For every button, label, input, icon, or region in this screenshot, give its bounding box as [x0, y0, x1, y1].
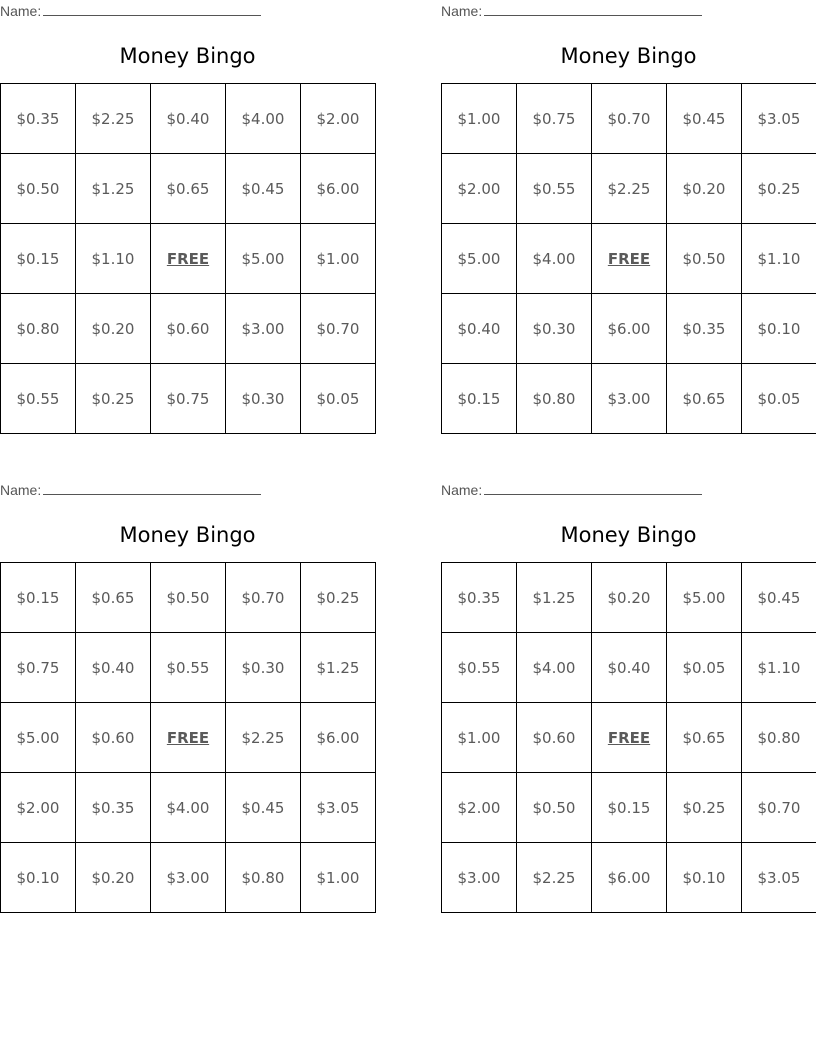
bingo-cell: $0.75 [151, 364, 226, 434]
bingo-cell: $0.55 [151, 633, 226, 703]
bingo-cell: $2.00 [442, 773, 517, 843]
grid-row [442, 843, 816, 913]
bingo-cell: $3.00 [442, 843, 517, 913]
bingo-cell: $1.00 [301, 224, 376, 294]
bingo-cell: $0.70 [592, 84, 667, 154]
bingo-cell: $0.30 [517, 294, 592, 364]
bingo-cell: $1.25 [517, 563, 592, 633]
grid-row [1, 703, 376, 773]
card-title: Money Bingo [560, 523, 697, 547]
bingo-cell: $2.25 [226, 703, 301, 773]
bingo-card-2 [441, 0, 816, 434]
bingo-cell: $1.25 [76, 154, 151, 224]
free-space-cell: FREE [151, 224, 226, 294]
bingo-cell: $0.15 [1, 224, 76, 294]
bingo-cell: $0.65 [667, 364, 742, 434]
bingo-cell: $0.30 [226, 364, 301, 434]
bingo-cell: $0.60 [76, 703, 151, 773]
bingo-cell: $0.05 [742, 364, 816, 434]
bingo-cell: $4.00 [226, 84, 301, 154]
bingo-cell: $0.45 [742, 563, 816, 633]
bingo-cell: $5.00 [226, 224, 301, 294]
bingo-grid [441, 83, 816, 434]
bingo-cell: $0.50 [667, 224, 742, 294]
grid-row [1, 224, 376, 294]
bingo-cell: $1.25 [301, 633, 376, 703]
bingo-cell: $0.55 [517, 154, 592, 224]
name-label: Name: [441, 3, 483, 19]
bingo-cell: $5.00 [667, 563, 742, 633]
grid-row [442, 224, 816, 294]
name-field [441, 2, 702, 20]
bingo-cell: $0.20 [667, 154, 742, 224]
bingo-cell: $4.00 [151, 773, 226, 843]
bingo-cell: $0.80 [226, 843, 301, 913]
bingo-card-3 [0, 479, 375, 913]
grid-row [1, 843, 376, 913]
bingo-cell: $0.35 [442, 563, 517, 633]
bingo-cell: $3.00 [226, 294, 301, 364]
grid-row [442, 364, 816, 434]
bingo-cell: $0.15 [592, 773, 667, 843]
bingo-cell: $0.25 [301, 563, 376, 633]
bingo-cell: $5.00 [1, 703, 76, 773]
name-field [0, 2, 261, 20]
bingo-cell: $0.60 [517, 703, 592, 773]
name-label: Name: [441, 482, 483, 498]
bingo-cell: $3.00 [592, 364, 667, 434]
bingo-cell: $6.00 [592, 294, 667, 364]
bingo-cell: $1.00 [442, 84, 517, 154]
bingo-cell: $0.40 [151, 84, 226, 154]
bingo-cell: $3.00 [151, 843, 226, 913]
bingo-cell: $0.35 [667, 294, 742, 364]
grid-row [442, 773, 816, 843]
bingo-cell: $0.40 [442, 294, 517, 364]
bingo-cell: $0.80 [517, 364, 592, 434]
bingo-cell: $0.10 [742, 294, 816, 364]
bingo-cell: $2.00 [1, 773, 76, 843]
bingo-cell: $0.45 [226, 154, 301, 224]
name-underline [484, 481, 702, 495]
bingo-cell: $2.25 [517, 843, 592, 913]
free-space-cell: FREE [592, 224, 667, 294]
bingo-cell: $0.45 [667, 84, 742, 154]
bingo-cell: $0.20 [76, 843, 151, 913]
bingo-cell: $2.25 [592, 154, 667, 224]
card-title: Money Bingo [560, 44, 697, 68]
bingo-cell: $0.60 [151, 294, 226, 364]
bingo-cell: $0.25 [667, 773, 742, 843]
card-title: Money Bingo [119, 44, 256, 68]
bingo-cell: $0.10 [1, 843, 76, 913]
bingo-cell: $0.35 [76, 773, 151, 843]
bingo-cell: $0.45 [226, 773, 301, 843]
grid-row [1, 773, 376, 843]
name-field [0, 481, 261, 499]
grid-row [1, 154, 376, 224]
bingo-cell: $0.75 [517, 84, 592, 154]
grid-row [1, 294, 376, 364]
bingo-cell: $0.05 [667, 633, 742, 703]
bingo-card-4 [441, 479, 816, 913]
bingo-cell: $0.70 [742, 773, 816, 843]
bingo-cell: $0.65 [76, 563, 151, 633]
bingo-cell: $2.00 [442, 154, 517, 224]
bingo-cell: $2.25 [76, 84, 151, 154]
grid-row [442, 703, 816, 773]
bingo-cell: $3.05 [742, 84, 816, 154]
bingo-cell: $6.00 [301, 703, 376, 773]
bingo-cell: $0.25 [742, 154, 816, 224]
bingo-cell: $0.20 [592, 563, 667, 633]
bingo-cell: $1.10 [742, 633, 816, 703]
bingo-cell: $0.35 [1, 84, 76, 154]
bingo-cell: $0.50 [151, 563, 226, 633]
name-field [441, 481, 702, 499]
bingo-cell: $0.50 [1, 154, 76, 224]
bingo-cell: $3.05 [301, 773, 376, 843]
bingo-cell: $6.00 [592, 843, 667, 913]
grid-row [1, 364, 376, 434]
bingo-cell: $0.65 [667, 703, 742, 773]
free-space-cell: FREE [151, 703, 226, 773]
bingo-grid [441, 562, 816, 913]
name-underline [43, 481, 261, 495]
bingo-cell: $4.00 [517, 224, 592, 294]
grid-row [442, 294, 816, 364]
bingo-cell: $0.30 [226, 633, 301, 703]
bingo-cell: $1.00 [442, 703, 517, 773]
bingo-grid [0, 562, 376, 913]
grid-row [442, 633, 816, 703]
card-title: Money Bingo [119, 523, 256, 547]
grid-row [442, 84, 816, 154]
bingo-cell: $1.10 [76, 224, 151, 294]
bingo-cell: $0.55 [442, 633, 517, 703]
bingo-cell: $5.00 [442, 224, 517, 294]
bingo-cell: $6.00 [301, 154, 376, 224]
bingo-cell: $4.00 [517, 633, 592, 703]
bingo-cell: $0.75 [1, 633, 76, 703]
bingo-cell: $2.00 [301, 84, 376, 154]
bingo-cell: $0.50 [517, 773, 592, 843]
bingo-cell: $0.55 [1, 364, 76, 434]
bingo-cell: $3.05 [742, 843, 816, 913]
bingo-cell: $0.70 [226, 563, 301, 633]
bingo-cell: $0.70 [301, 294, 376, 364]
grid-row [1, 563, 376, 633]
grid-row [442, 563, 816, 633]
bingo-cell: $0.65 [151, 154, 226, 224]
name-underline [484, 2, 702, 16]
grid-row [442, 154, 816, 224]
name-label: Name: [0, 482, 42, 498]
bingo-cell: $0.20 [76, 294, 151, 364]
bingo-cell: $1.00 [301, 843, 376, 913]
grid-row [1, 633, 376, 703]
bingo-cell: $0.15 [1, 563, 76, 633]
bingo-cell: $0.80 [1, 294, 76, 364]
free-space-cell: FREE [592, 703, 667, 773]
grid-row [1, 84, 376, 154]
bingo-cell: $0.05 [301, 364, 376, 434]
bingo-cell: $0.10 [667, 843, 742, 913]
bingo-cell: $0.40 [592, 633, 667, 703]
bingo-grid [0, 83, 376, 434]
name-label: Name: [0, 3, 42, 19]
bingo-cell: $0.25 [76, 364, 151, 434]
name-underline [43, 2, 261, 16]
bingo-cell: $0.40 [76, 633, 151, 703]
bingo-cell: $1.10 [742, 224, 816, 294]
bingo-cell: $0.15 [442, 364, 517, 434]
bingo-card-1 [0, 0, 375, 434]
bingo-cell: $0.80 [742, 703, 816, 773]
